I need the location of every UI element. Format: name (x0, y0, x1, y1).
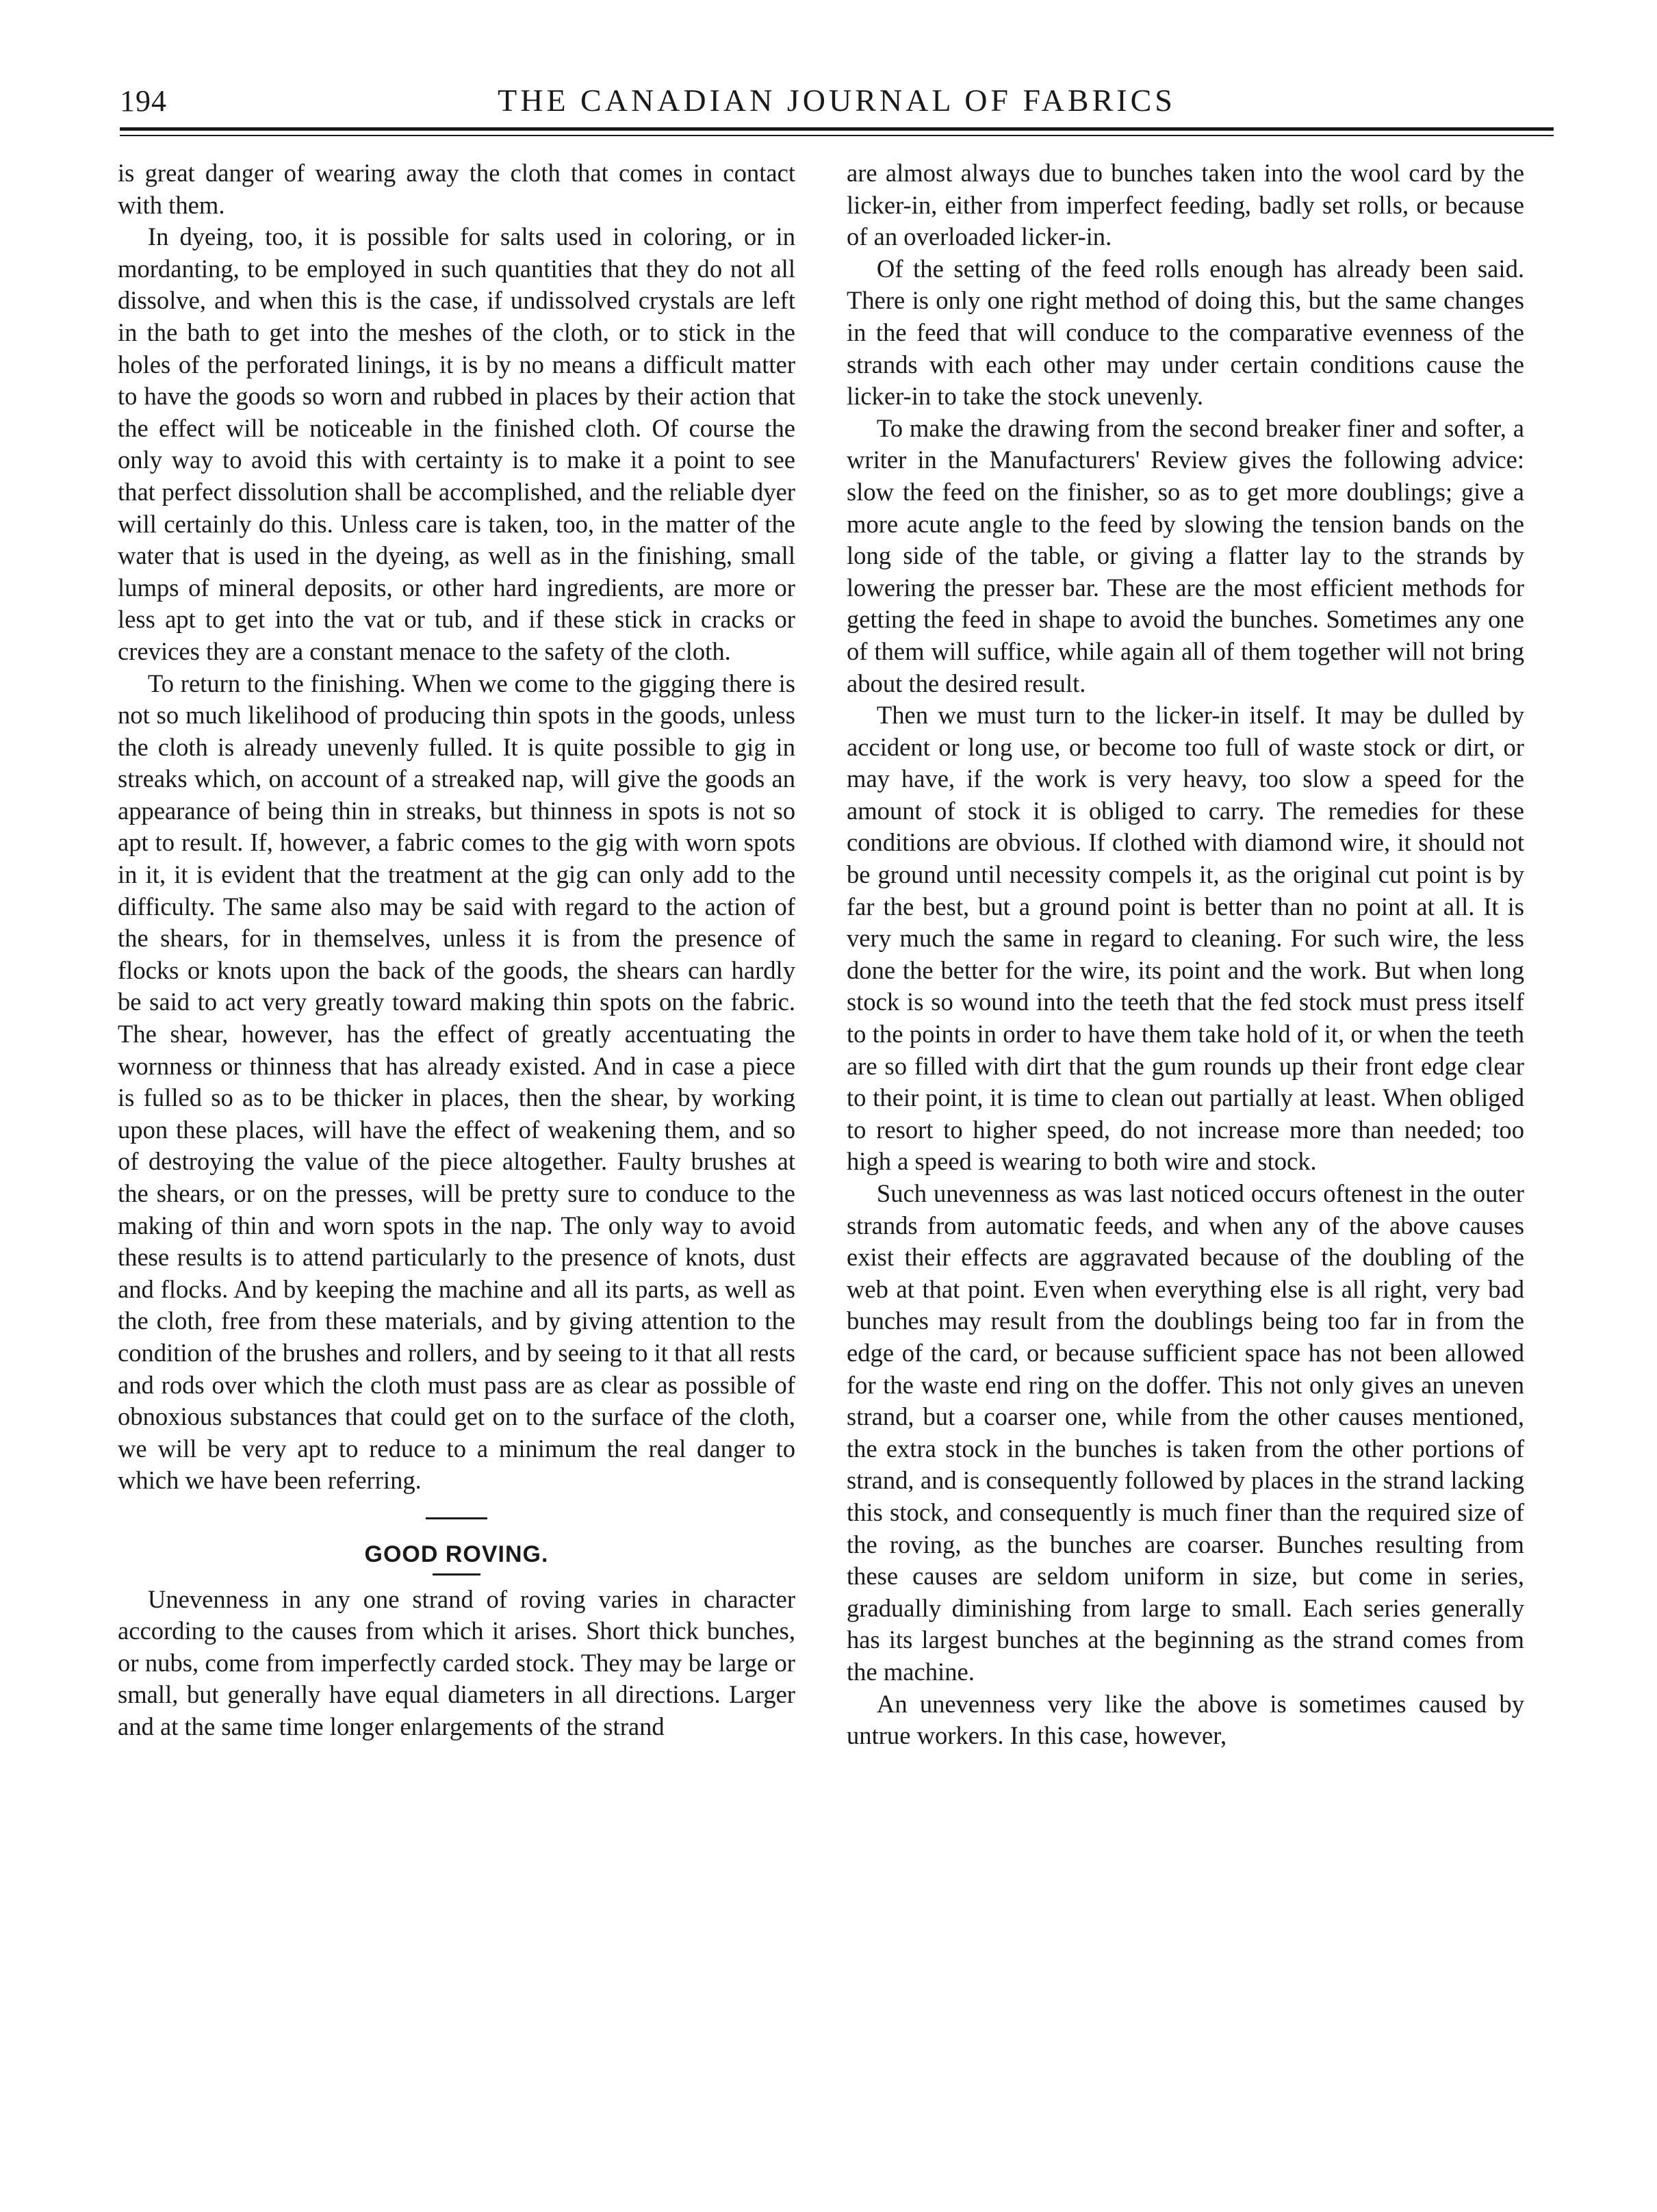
journal-title: THE CANADIAN JOURNAL OF FABRICS (498, 83, 1176, 118)
section-divider (426, 1517, 487, 1519)
paragraph: Such unevenness as was last noticed occurs oftenest in the outer strands from automatic feeds, and when any of the above causes exist their effects are aggravated because of the doubling of the web at that point. Even when everything else is all right, very bad bunches may result from the doublings being too far in from the edge of the card, or because sufficient space has not been allowed for the waste end ring on the doffer. This not only gives an uneven strand, but a coarser one, while from the other causes mentioned, the extra stock in the bunches is taken from the other portions of strand, and is consequently followed by places in the strand lacking this stock, and consequently is much finer than the required size of the roving, as the bunches are coarser. Bunches resulting from these causes are seldom uniform in size, but come in series, gradually diminishing from large to small. Each series generally has its largest bunches at the beginning as the strand comes from the machine. (847, 1179, 1524, 1686)
section-title-underline (433, 1573, 480, 1576)
paragraph: To return to the finishing. When we come to the gigging there is not so much likelihood of producing thin spots in the goods, unless the cloth is already unevenly fulled. It is quite possible to gig in streaks which, on account of a streaked nap, will give the goods an appearance of being thin in streaks, but thinness in spots is not so apt to result. If, however, a fabric comes to the gig with worn spots in it, it is evident that the treatment at the gig can only add to the difficulty. The same also may be said with regard to the action of the shears, for in themselves, unless it is from the presence of flocks or knots upon the back of the goods, the shears can hardly be said to act very greatly toward making thin spots on the fabric. The shear, however, has the effect of greatly accentuating the wornness or thinness that has already existed. And in case a piece is fulled so as to be thicker in places, then the shear, by working upon these places, will have the effect of weakening them, and so of destroying the value of the piece altogether. Faulty brushes at the shears, or on the presses, will be pretty sure to conduce to the making of thin and worn spots in the nap. The only way to avoid these results is to attend particularly to the presence of knots, dust and flocks. And by keeping the machine and all its parts, as well as the cloth, free from these materials, and by giving attention to the condition of the brushes and rollers, and by seeing to it that all rests and rods over which the cloth must pass are as clear as possible of obnoxious substances that could get on to the surface of the cloth, we will be very apt to reduce to a minimum the real danger to which we have been referring. (118, 669, 795, 1495)
page-header (120, 77, 1554, 125)
left-column (118, 157, 795, 1743)
paragraph: In dyeing, too, it is possible for salts used in coloring, or in mordanting, to be employed in such quantities that they do not all dissolve, and when this is the case, if undissolved crystals are left in the bath to get into the meshes of the cloth, or to stick in the holes of the perforated linings, it is by no means a difficult matter to have the goods so worn and rubbed in places by their action that the effect will be noticeable in the finished cloth. Of course the only way to avoid this with certainty is to make it a point to see that perfect dissolution shall be accomplished, and the reliable dyer will certainly do this. Unless care is taken, too, in the matter of the water that is used in the dyeing, as well as in the finishing, small lumps of mineral deposits, or other hard ingredients, are more or less apt to get into the vat or tub, and if these stick in cracks or crevices they are a constant menace to the safety of the cloth. (118, 222, 795, 665)
header-rule-thick (120, 127, 1554, 131)
page-number: 194 (120, 84, 167, 118)
header-rule-thin (120, 135, 1554, 136)
paragraph: is great danger of wearing away the cloth that comes in contact with them. (118, 159, 795, 219)
paragraph: To make the drawing from the second breaker finer and softer, a writer in the Manufacturers' Review gives the following advice: slow the feed on the finisher, so as to get more doublings; give a more acute angle to the feed by slowing the tension bands on the long side of the table, or giving a flatter lay to the strands by lowering the presser bar. These are the most efficient methods for getting the feed in shape to avoid the bunches. Sometimes any one of them will suffice, while again all of them together will not bring about the desired result. (847, 413, 1524, 697)
paragraph: are almost always due to bunches taken into the wool card by the licker-in, either from imperfect feeding, badly set rolls, or because of an overloaded licker-in. (847, 159, 1524, 251)
paragraph: Then we must turn to the licker-in itself. It may be dulled by accident or long use, or become too full of waste stock or dirt, or may have, if the work is very heavy, too slow a speed for the amount of stock it is obliged to carry. The remedies for these conditions are obvious. If clothed with diamond wire, it should not be ground until necessity compels it, as the original cut point is by far the best, but a ground point is better than no point at all. It is very much the same in regard to cleaning. For such wire, the less done the better for the wire, its point and the work. But when long stock is so wound into the teeth that the fed stock must press itself to the points in order to have them take hold of it, or when the teeth are so filled with dirt that the gum rounds up their front edge clear to their point, it is time to clean out partially at least. When obliged to resort to higher speed, do not increase more than needed; too high a speed is wearing to both wire and stock. (847, 701, 1524, 1176)
paragraph: Unevenness in any one strand of roving varies in character according to the causes from which it arises. Short thick bunches, or nubs, come from imperfectly carded stock. They may be large or small, but generally have equal diameters in all directions. Larger and at the same time longer enlargements of the strand (118, 1584, 795, 1740)
paragraph: An unevenness very like the above is sometimes caused by untrue workers. In this case, however, (847, 1689, 1524, 1750)
section-title: GOOD ROVING. (364, 1541, 549, 1567)
right-column (847, 157, 1524, 1752)
paragraph: Of the setting of the feed rolls enough has already been said. There is only one right method of doing this, but the same changes in the feed that will conduce to the comparative evenness of the strands with each other may under certain conditions cause the licker-in to take the stock unevenly. (847, 254, 1524, 411)
